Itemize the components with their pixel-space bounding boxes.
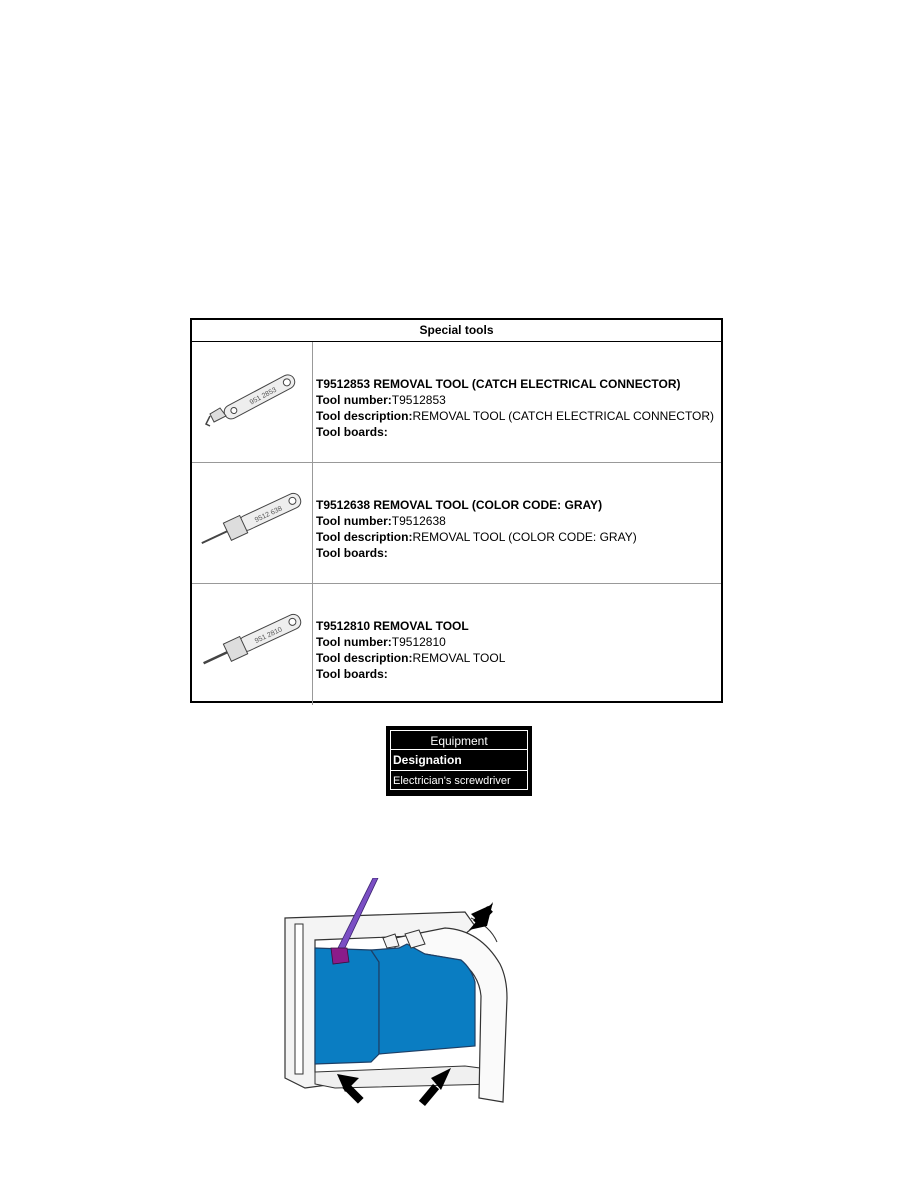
tool-title: T9512853 REMOVAL TOOL (CATCH ELECTRICAL CONNECTOR) (316, 377, 681, 391)
tool-engraving: 951 2810 (253, 626, 284, 646)
equipment-header: Equipment (390, 730, 528, 750)
tool-image-removal-tool (192, 584, 313, 705)
tool-number-value: T9512638 (391, 514, 446, 528)
tool-title: T9512638 REMOVAL TOOL (COLOR CODE: GRAY) (316, 498, 603, 512)
connector-body-left (315, 948, 379, 1064)
equipment-table (386, 726, 532, 796)
tool-row (192, 342, 721, 463)
tool-info (316, 497, 719, 561)
special-tools-header: Special tools (192, 320, 721, 342)
tool-title: T9512810 REMOVAL TOOL (316, 619, 469, 633)
tool-info (316, 618, 719, 682)
tool-engraving: 951 2853 (248, 386, 278, 407)
tool-number-value: T9512810 (391, 635, 446, 649)
connector-illustration (275, 878, 635, 1108)
tool-description-line: Tool description:REMOVAL TOOL (COLOR CODE: GRAY) (316, 530, 637, 544)
tool-boards-line: Tool boards: (316, 425, 388, 439)
tool-boards-line: Tool boards: (316, 546, 388, 560)
tool-number-line: Tool number:T9512638 (316, 514, 446, 528)
special-tools-table (190, 318, 723, 703)
tool-engraving: 9512 638 (253, 505, 284, 525)
tool-image-removal-tool-catch (192, 342, 313, 462)
screwdriver-tip (331, 948, 349, 964)
equipment-item: Electrician's screwdriver (390, 770, 528, 790)
tool-boards-line: Tool boards: (316, 667, 388, 681)
tool-row (192, 463, 721, 584)
tool-description-value: REMOVAL TOOL (COLOR CODE: GRAY) (412, 530, 637, 544)
tool-description-line: Tool description:REMOVAL TOOL (316, 651, 506, 665)
tool-row (192, 584, 721, 705)
tool-number-line: Tool number:T9512810 (316, 635, 446, 649)
tool-number-line: Tool number:T9512853 (316, 393, 446, 407)
tool-image-removal-tool-gray (192, 463, 313, 583)
tool-description-value: REMOVAL TOOL (412, 651, 506, 665)
connector-body-right (371, 944, 475, 1054)
tool-description-value: REMOVAL TOOL (CATCH ELECTRICAL CONNECTOR) (412, 409, 715, 423)
tool-number-value: T9512853 (391, 393, 446, 407)
tool-description-line: Tool description:REMOVAL TOOL (CATCH ELECTRICAL CONNECTOR) (316, 409, 715, 423)
tool-info (316, 376, 719, 440)
designation-label: Designation (390, 750, 528, 770)
